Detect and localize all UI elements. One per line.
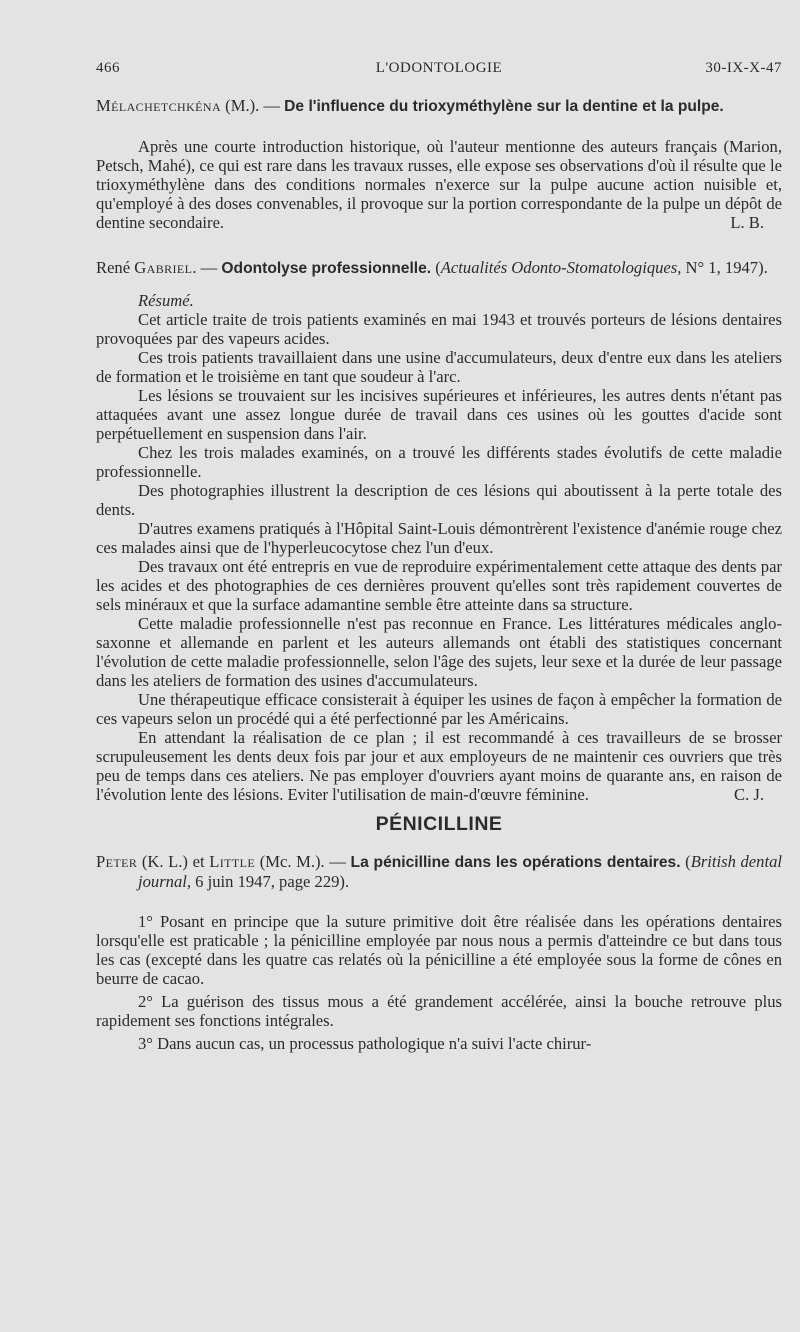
page-number: 466 — [96, 60, 120, 76]
entry-1-author-initial: (M.). — — [221, 96, 285, 115]
entry-1-paragraph — [96, 137, 782, 232]
entry-2-source-open: ( — [431, 258, 441, 277]
entry-1-signature: L. B. — [730, 213, 764, 232]
entry-2-author-last: Gabriel — [134, 258, 193, 277]
journal-title: L'ODONTOLOGIE — [375, 60, 503, 76]
entry-3-author-2: Little — [209, 852, 256, 871]
entry-2-author-first: René — [96, 258, 135, 277]
entry-3-heading — [96, 852, 782, 891]
entry-2-paragraph-4: Chez les trois malades examinés, on a trouvé les différents stades évolutifs de cette maladie professionnelle. — [96, 443, 782, 481]
section-title: PÉNICILLINE — [375, 813, 503, 835]
entry-3-source: British dental journal, — [138, 852, 782, 891]
entry-2-paragraph-10 — [96, 728, 782, 804]
entry-2-source: Actualités Odonto-Stomatologiques, — [440, 258, 682, 277]
entry-2-sep: . — — [192, 258, 222, 277]
entry-3-paragraph-3: 3° Dans aucun cas, un processus pathologique n'a suivi l'acte chirur- — [138, 1034, 592, 1053]
entry-2-resume-label: Résumé. — [138, 291, 194, 310]
entry-1-title: De l'influence du trioxyméthylène sur la dentine et la pulpe. — [284, 98, 724, 115]
page-content — [96, 96, 782, 1053]
issue-date: 30-IX-X-47 — [705, 60, 782, 76]
entry-1-author: Mélachetchkéna — [96, 96, 222, 115]
entry-3-source-detail: 6 juin 1947, page 229). — [191, 872, 350, 891]
entry-2-signature: C. J. — [734, 785, 764, 804]
entry-2-paragraph-2: Ces trois patients travaillaient dans une usine d'accumulateurs, deux d'entre eux dans les ateliers de formation et le troisième en tant que soudeur à l'arc. — [96, 348, 782, 386]
entry-3-source-open: ( — [680, 852, 691, 871]
entry-2-source-detail: N° 1, 1947). — [681, 258, 768, 277]
entry-2-paragraph-3: Les lésions se trouvaient sur les incisives supérieures et inférieures, les autres dents n'étant pas attaquées avant une assez longue durée de travail dans ces usines où les gouttes d'acide sont perpétuellement en suspension dans l'air. — [96, 386, 782, 443]
entry-2-paragraph-5: Des photographies illustrent la description de ces lésions qui aboutissent à la perte totale des dents. — [96, 481, 782, 519]
entry-1-heading — [96, 96, 782, 116]
entry-3-author-2-initial: (Mc. M.). — — [255, 852, 351, 871]
entry-2-paragraph-9: Une thérapeutique efficace consisterait à équiper les usines de façon à empêcher la formation de ces vapeurs selon un procédé qui a été perfectionné par les Américains. — [96, 690, 782, 728]
entry-2-paragraph-8: Cette maladie professionnelle n'est pas reconnue en France. Les littératures médicales anglo-saxonne et allemande en parlent et les auteurs allemands ont établi des statistiques concernant l'évolution de cette maladie professionnelle, selon l'âge des sujets, leur sexe et la durée de leur passage dans les ateliers de formation des usines d'accumulateurs. — [96, 614, 782, 690]
entry-3-author-1-initial: (K. L.) et — [137, 852, 210, 871]
entry-3-paragraph-1: 1° Posant en principe que la suture primitive doit être réalisée dans les opérations dentaires lorsqu'elle est praticable ; la pénicilline employée par nous nous a permis d'atteindre ce but dans tous les cas (excepté dans les quatre cas relatés où la pénicilline a été employée sous la forme de cônes en beurre de cacao. — [96, 912, 782, 988]
entry-2-paragraph-7: Des travaux ont été entrepris en vue de reproduire expérimentalement cette attaque des dents par les acides et des photographies de ces dernières prouvent qu'elles sont très rapidement couvertes de sels minéraux et que la surface adamantine semble être atteinte dans sa structure. — [96, 557, 782, 614]
entry-3-title: La pénicilline dans les opérations dentaires. — [350, 854, 681, 871]
entry-2-paragraph-6: D'autres examens pratiqués à l'Hôpital Saint-Louis démontrèrent l'existence d'anémie rouge chez ces malades ainsi que de l'hyperleucocytose chez l'un d'eux. — [96, 519, 782, 557]
entry-3-paragraph-2: 2° La guérison des tissus mous a été grandement accélérée, ainsi la bouche retrouve plus rapidement ses fonctions intégrales. — [96, 992, 782, 1030]
running-head — [96, 60, 782, 82]
entry-2-paragraph-1: Cet article traite de trois patients examinés en mai 1943 et trouvés porteurs de lésions dentaires provoquées par des vapeurs acides. — [96, 310, 782, 348]
entry-2-heading — [96, 258, 782, 278]
entry-3-author-1: Peter — [96, 852, 138, 871]
entry-1-text: Après une courte introduction historique, où l'auteur mentionne des auteurs français (Marion, Petsch, Mahé), ce qui est rare dans les travaux russes, elle expose ses observations d'où il résulte que le trioxyméthylène dans des conditions normales n'exerce sur la pulpe aucune action nuisible et, qu'employé à des doses convenables, il provoque sur la portion correspondante de la pulpe un dépôt de dentine secondaire. — [96, 137, 782, 232]
entry-2-paragraph-10-text: En attendant la réalisation de ce plan ; il est recommandé à ces travailleurs de se brosser scrupuleusement les dents deux fois par jour et aux employeurs de ne maintenir ces ouvriers que très peu de temps dans ces ateliers. Ne pas employer d'ouvriers ayant moins de quarante ans, en raison de l'évolution lente des lésions. Eviter l'utilisation de main-d'œuvre féminine. — [96, 728, 782, 804]
entry-2-title: Odontolyse professionnelle. — [221, 260, 432, 277]
